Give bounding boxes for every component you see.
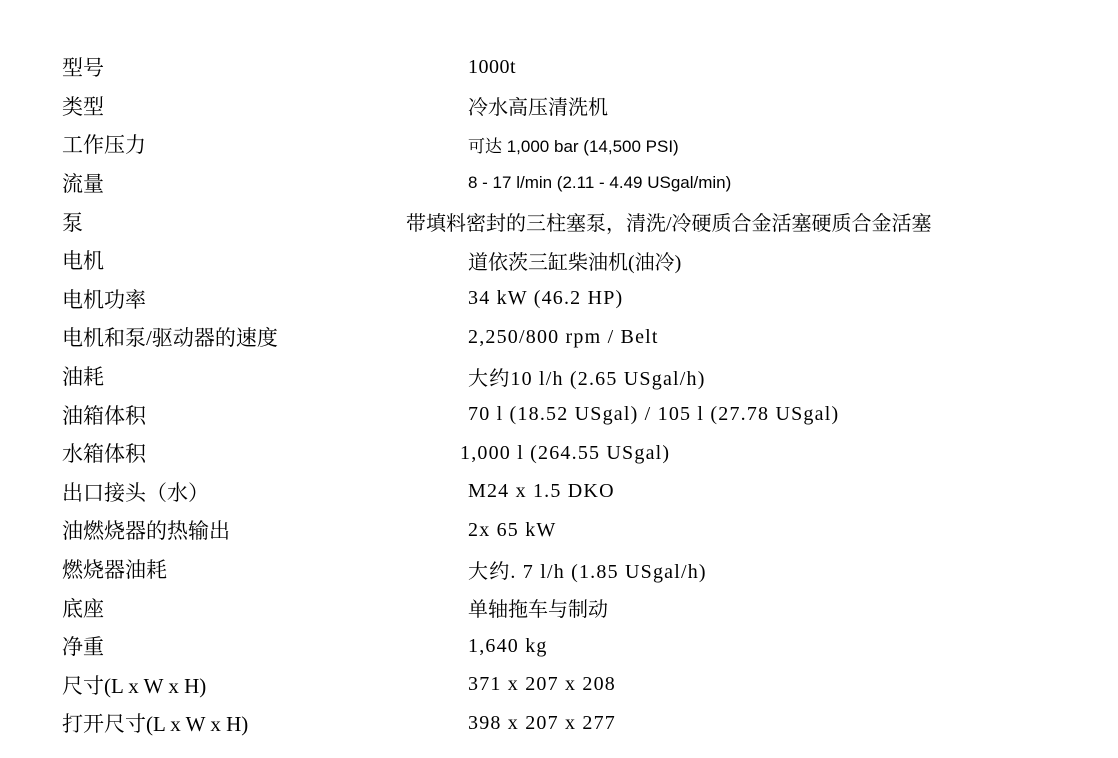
specification-table [62,48,1102,743]
spec-label: 油耗 [62,365,104,390]
table-row [62,704,1102,743]
spec-label: 电机 [62,249,104,274]
spec-value: 371 x 207 x 208 [468,673,616,696]
spec-value: 8 - 17 l/min (2.11 - 4.49 USgal/min) [468,173,732,193]
spec-value: 单轴拖车与制动 [468,599,608,622]
table-row [62,666,1102,705]
spec-value: 398 x 207 x 277 [468,711,616,734]
spec-label: 底座 [62,596,104,621]
table-row [62,125,1102,164]
table-row [62,280,1102,319]
spec-label: 工作压力 [62,133,146,158]
spec-value: 70 l (18.52 USgal) / 105 l (27.78 USgal) [468,403,840,426]
spec-value: 34 kW (46.2 HP) [468,287,624,310]
table-row [62,627,1102,666]
spec-value: 1,000 l (264.55 USgal) [460,441,671,464]
spec-label: 尺寸(L x W x H) [62,673,207,698]
spec-value: M24 x 1.5 DKO [468,480,615,503]
table-row [62,395,1102,434]
spec-value: 可达 1,000 bar (14,500 PSI) [468,136,679,156]
spec-label: 燃烧器油耗 [62,558,167,583]
spec-value: 2,250/800 rpm / Belt [468,325,659,348]
table-row [62,511,1102,550]
spec-value: 大约10 l/h (2.65 USgal/h) [468,367,706,390]
spec-label: 类型 [62,94,104,119]
spec-value: 冷水高压清洗机 [468,97,608,120]
spec-value: 1,640 kg [468,634,548,657]
spec-value: 带填料密封的三柱塞泵，清洗/冷硬质合金活塞硬质合金活塞 [406,213,932,236]
table-row [62,588,1102,627]
table-row [62,434,1102,473]
spec-label: 净重 [62,635,104,660]
spec-label: 电机功率 [62,287,146,312]
spec-label: 水箱体积 [62,442,146,467]
spec-label: 流量 [62,172,104,197]
table-row [62,473,1102,512]
table-row [62,550,1102,589]
table-row [62,87,1102,126]
spec-label: 出口接头（水） [62,480,209,505]
table-row [62,48,1102,87]
spec-label: 油箱体积 [62,403,146,428]
spec-value: 1000t [468,55,517,78]
spec-value: 道依茨三缸柴油机(油冷) [468,251,682,274]
table-row [62,318,1102,357]
specification-table-body [62,48,1102,743]
spec-label: 电机和泵/驱动器的速度 [62,326,278,351]
table-row [62,164,1102,203]
table-row [62,202,1102,241]
spec-value: 2x 65 kW [468,518,557,541]
table-row [62,241,1102,280]
spec-label: 油燃烧器的热输出 [62,519,230,544]
spec-label: 泵 [62,210,83,235]
spec-value: 大约. 7 l/h (1.85 USgal/h) [468,560,707,583]
spec-label: 型号 [62,56,104,81]
table-row [62,357,1102,396]
spec-label: 打开尺寸(L x W x H) [62,712,249,737]
